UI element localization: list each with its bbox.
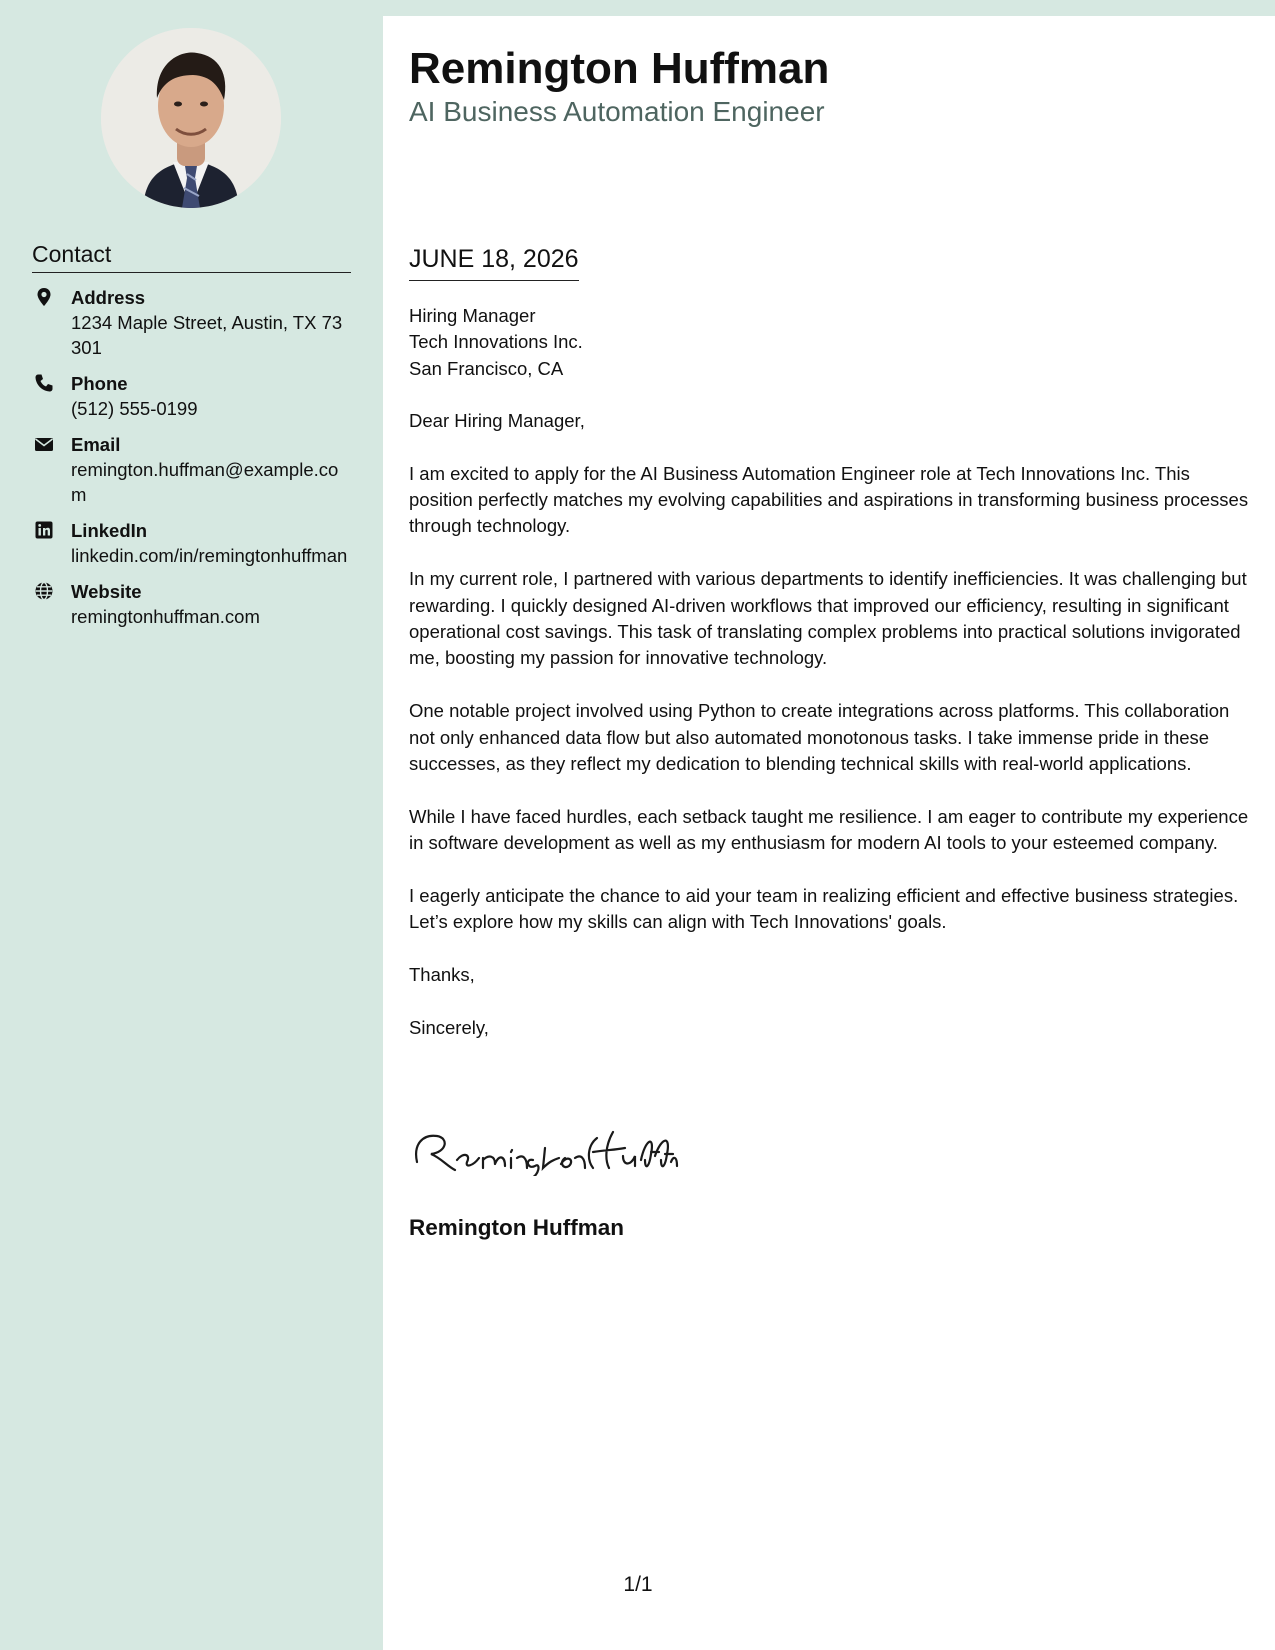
address-value: 1234 Maple Street, Austin, TX 73301 — [71, 312, 343, 358]
contact-label: Website — [71, 581, 142, 602]
letter-paragraph: I eagerly anticipate the chance to aid your team in realizing efficient and effective business strategies. Let’s explore how my skills can align with Tech Innovations' goals. — [409, 885, 1239, 933]
signer-name: Remington Huffman — [409, 1215, 624, 1240]
phone-icon — [34, 373, 54, 393]
contact-label: Address — [71, 287, 146, 308]
contact-heading: Contact — [32, 240, 351, 273]
page-number: 1/1 — [623, 1573, 653, 1596]
email-value[interactable]: remington.huffman@example.com — [71, 459, 339, 505]
letter-body — [409, 303, 1254, 1068]
letter-date: JUNE 18, 2026 — [409, 244, 579, 281]
thanks-line: Thanks, — [409, 964, 475, 986]
contact-item-address — [32, 285, 352, 360]
contact-item-phone — [32, 371, 352, 421]
letter-paragraph: One notable project involved using Python to create integrations across platforms. This collaboration not only enhanced data flow but also automated monotonous tasks. I take immense pride in these successes, as they reflect my dedication to blending technical skills with real-world applications. — [409, 700, 1230, 774]
letter-paragraph: In my current role, I partnered with various departments to identify inefficiencies. It was challenging but rewarding. I quickly designed AI-driven workflows that improved our efficiency, resulting in significant operational cost savings. This task of translating complex problems into practical solutions invigorated me, boosting my passion for innovative technology. — [409, 568, 1247, 669]
signature-drawing — [409, 1124, 679, 1176]
website-value[interactable]: remingtonhuffman.com — [71, 606, 260, 627]
closing-line: Sincerely, — [409, 1017, 489, 1039]
location-pin-icon — [34, 287, 54, 307]
letter-paragraph: I am excited to apply for the AI Business Automation Engineer role at Tech Innovations Inc. This position perfectly matches my evolving capabilities and aspirations in transforming business processes through technology. — [409, 462, 1249, 537]
recipient-line: Tech Innovations Inc. — [409, 331, 583, 353]
recipient-block — [409, 303, 1254, 382]
contact-label: Email — [71, 434, 121, 455]
handwritten-signature — [409, 1124, 679, 1176]
envelope-icon — [34, 434, 54, 454]
contact-label: LinkedIn — [71, 520, 148, 541]
greeting: Dear Hiring Manager, — [409, 409, 585, 431]
contact-list — [32, 285, 352, 640]
linkedin-icon — [34, 520, 54, 540]
applicant-name: Remington Huffman — [409, 44, 830, 93]
phone-value: (512) 555-0199 — [71, 398, 198, 419]
contact-item-email — [32, 432, 352, 507]
job-title: AI Business Automation Engineer — [409, 96, 825, 127]
linkedin-value[interactable]: linkedin.com/in/remingtonhuffman — [71, 545, 348, 566]
profile-photo-illustration — [101, 28, 281, 208]
recipient-line: Hiring Manager — [409, 305, 536, 326]
contact-item-linkedin — [32, 518, 352, 568]
letter-paragraph: While I have faced hurdles, each setback taught me resilience. I am eager to contribute my experience in software development as well as my enthusiasm for modern AI tools to your esteemed company. — [409, 805, 1249, 854]
globe-icon — [34, 581, 54, 601]
contact-label: Phone — [71, 373, 128, 394]
contact-item-website — [32, 579, 352, 629]
avatar — [101, 28, 281, 208]
recipient-line: San Francisco, CA — [409, 357, 564, 379]
